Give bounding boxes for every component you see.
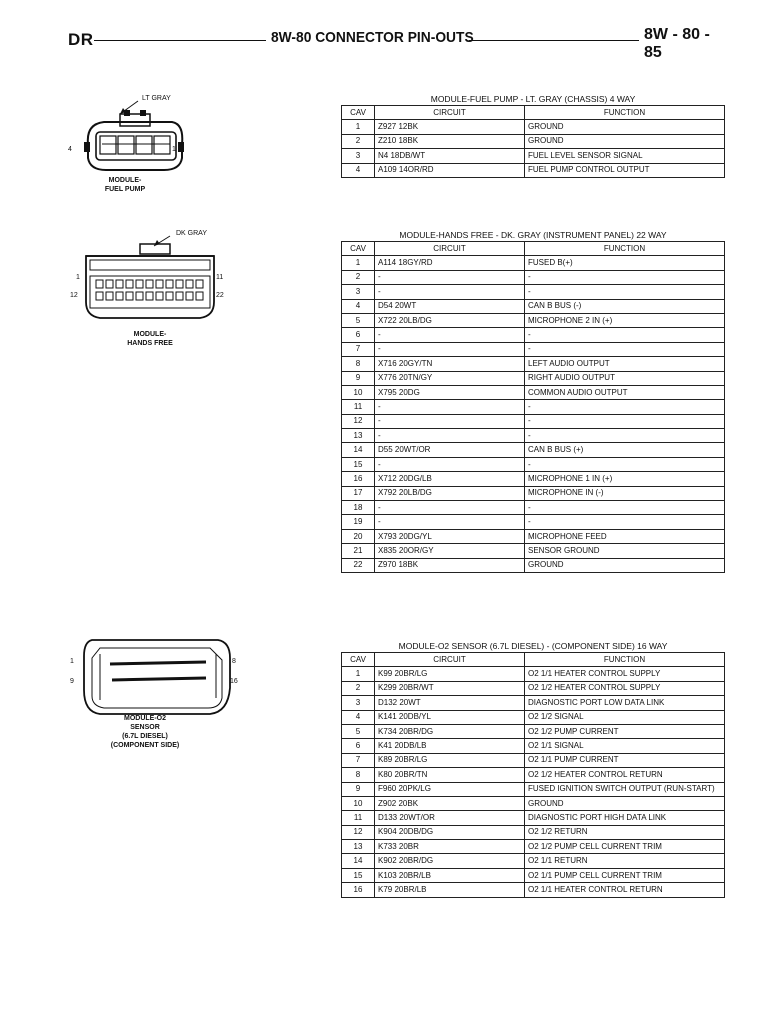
table-title: MODULE-FUEL PUMP - LT. GRAY (CHASSIS) 4 WAY — [430, 94, 636, 104]
fuel-pump-color-label: LT GRAY — [142, 95, 171, 102]
table-row — [342, 868, 725, 882]
cell-cav: 9 — [342, 782, 375, 796]
cell-circuit: - — [375, 429, 525, 443]
cell-cav: 8 — [342, 357, 375, 371]
cell-cav: 15 — [342, 868, 375, 882]
cell-cav: 17 — [342, 486, 375, 500]
table-row — [342, 558, 725, 572]
hands-free-pin-12-label: 12 — [70, 292, 78, 299]
pin-cavity — [186, 292, 193, 300]
pin-cavity — [126, 292, 133, 300]
pin-cavity — [176, 280, 183, 288]
cell-function: GROUND — [525, 134, 725, 148]
o2-pin-1-label: 1 — [70, 658, 74, 665]
table-row — [342, 840, 725, 854]
col-header-circuit: CIRCUIT — [375, 106, 525, 120]
cell-cav: 7 — [342, 342, 375, 356]
cell-function: O2 1/2 PUMP CELL CURRENT TRIM — [525, 840, 725, 854]
cell-cav: 5 — [342, 313, 375, 327]
cell-circuit: Z902 20BK — [375, 796, 525, 810]
cell-function: MICROPHONE FEED — [525, 529, 725, 543]
cell-function: FUSED B(+) — [525, 256, 725, 270]
pin-cavity — [166, 280, 173, 288]
table-row — [342, 429, 725, 443]
cell-function: DIAGNOSTIC PORT HIGH DATA LINK — [525, 811, 725, 825]
cell-cav: 14 — [342, 854, 375, 868]
table-row — [342, 400, 725, 414]
cell-function: O2 1/2 HEATER CONTROL SUPPLY — [525, 681, 725, 695]
cell-circuit: - — [375, 501, 525, 515]
table-row — [342, 342, 725, 356]
page-number: 8W - 80 - 85 — [644, 26, 710, 61]
cell-function: O2 1/2 HEATER CONTROL RETURN — [525, 768, 725, 782]
caption-line: SENSOR — [130, 724, 160, 731]
pin-cavity — [96, 280, 103, 288]
cell-function: MICROPHONE 2 IN (+) — [525, 313, 725, 327]
cell-function: MICROPHONE IN (-) — [525, 486, 725, 500]
table-row — [342, 501, 725, 515]
cell-cav: 16 — [342, 472, 375, 486]
header-rule-left — [94, 40, 266, 41]
cell-cav: 16 — [342, 883, 375, 897]
cell-function: O2 1/1 PUMP CELL CURRENT TRIM — [525, 868, 725, 882]
table-row — [342, 256, 725, 270]
cell-cav: 4 — [342, 299, 375, 313]
table-row — [342, 163, 725, 177]
hands-free-pin-22-label: 22 — [216, 292, 224, 299]
header-rule-right — [469, 40, 639, 41]
cell-cav: 10 — [342, 796, 375, 810]
table-header-row — [342, 242, 725, 256]
cell-circuit: Z970 18BK — [375, 558, 525, 572]
cell-cav: 3 — [342, 696, 375, 710]
o2-pin-9-label: 9 — [70, 678, 74, 685]
pin-cavity — [106, 280, 113, 288]
cell-function: GROUND — [525, 558, 725, 572]
fuel-pump-connector-diagram — [60, 92, 210, 202]
cell-circuit: K99 20BR/LG — [375, 667, 525, 681]
cell-function: - — [525, 328, 725, 342]
cell-circuit: A114 18GY/RD — [375, 256, 525, 270]
cell-cav: 19 — [342, 515, 375, 529]
cell-circuit: K103 20BR/LB — [375, 868, 525, 882]
table-row — [342, 544, 725, 558]
cell-circuit: - — [375, 342, 525, 356]
cell-function: - — [525, 400, 725, 414]
cell-cav: 11 — [342, 400, 375, 414]
cell-circuit: X835 20OR/GY — [375, 544, 525, 558]
cell-function: - — [525, 285, 725, 299]
cell-function: RIGHT AUDIO OUTPUT — [525, 371, 725, 385]
table-row — [342, 515, 725, 529]
cell-cav: 15 — [342, 457, 375, 471]
fuel-pump-pin-right-label: 1 — [172, 146, 176, 153]
pin-cavity — [96, 292, 103, 300]
pin-cavity — [196, 280, 203, 288]
cell-function: FUEL LEVEL SENSOR SIGNAL — [525, 149, 725, 163]
table-row — [342, 134, 725, 148]
cell-function: O2 1/2 PUMP CURRENT — [525, 724, 725, 738]
cell-function: DIAGNOSTIC PORT LOW DATA LINK — [525, 696, 725, 710]
pinout-table — [341, 652, 725, 898]
col-header-function: FUNCTION — [525, 653, 725, 667]
cell-cav: 13 — [342, 429, 375, 443]
table-row — [342, 529, 725, 543]
cell-cav: 20 — [342, 529, 375, 543]
cell-function: COMMON AUDIO OUTPUT — [525, 385, 725, 399]
cell-cav: 4 — [342, 710, 375, 724]
table-row — [342, 739, 725, 753]
pin-cavity — [176, 292, 183, 300]
table-row — [342, 696, 725, 710]
o2-sensor-caption — [100, 714, 190, 750]
cell-cav: 10 — [342, 385, 375, 399]
o2-pin-16-label: 16 — [230, 678, 238, 685]
cell-function: O2 1/1 RETURN — [525, 854, 725, 868]
table-title: MODULE-HANDS FREE - DK. GRAY (INSTRUMENT PANEL) 22 WAY — [399, 230, 667, 240]
o2-pin-8-label: 8 — [232, 658, 236, 665]
cell-circuit: D54 20WT — [375, 299, 525, 313]
cell-cav: 6 — [342, 328, 375, 342]
cell-function: GROUND — [525, 120, 725, 134]
table-row — [342, 825, 725, 839]
cell-cav: 3 — [342, 149, 375, 163]
cell-cav: 1 — [342, 120, 375, 134]
cell-function: - — [525, 342, 725, 356]
col-header-function: FUNCTION — [525, 242, 725, 256]
col-header-cav: CAV — [342, 653, 375, 667]
table-row — [342, 811, 725, 825]
pin-cavity — [136, 292, 143, 300]
table-row — [342, 270, 725, 284]
pinout-table — [341, 105, 725, 178]
cell-circuit: K299 20BR/WT — [375, 681, 525, 695]
cell-circuit: K902 20BR/DG — [375, 854, 525, 868]
cell-function: - — [525, 414, 725, 428]
table-row — [342, 472, 725, 486]
page-title: 8W-80 CONNECTOR PIN-OUTS — [271, 29, 474, 46]
cell-circuit: K734 20BR/DG — [375, 724, 525, 738]
cell-circuit: K80 20BR/TN — [375, 768, 525, 782]
cell-cav: 4 — [342, 163, 375, 177]
pin-cavity — [106, 292, 113, 300]
cell-cav: 9 — [342, 371, 375, 385]
caption-line: FUEL PUMP — [104, 186, 146, 193]
table-row — [342, 313, 725, 327]
o2-sensor-table — [341, 640, 725, 898]
table-row — [342, 457, 725, 471]
cell-function: O2 1/1 HEATER CONTROL SUPPLY — [525, 667, 725, 681]
table-row — [342, 328, 725, 342]
table-row — [342, 753, 725, 767]
caption-line: HANDS FREE — [127, 340, 173, 347]
cell-function: - — [525, 515, 725, 529]
pin-cavity — [186, 280, 193, 288]
hands-free-caption — [115, 330, 185, 348]
hands-free-color-label: DK GRAY — [176, 230, 207, 237]
table-row — [342, 883, 725, 897]
cell-function: GROUND — [525, 796, 725, 810]
table-row — [342, 782, 725, 796]
cell-circuit: X712 20DG/LB — [375, 472, 525, 486]
cell-function: - — [525, 429, 725, 443]
col-header-circuit: CIRCUIT — [375, 242, 525, 256]
cell-cav: 5 — [342, 724, 375, 738]
cell-circuit: D55 20WT/OR — [375, 443, 525, 457]
cell-circuit: N4 18DB/WT — [375, 149, 525, 163]
table-row — [342, 854, 725, 868]
cell-function: - — [525, 270, 725, 284]
fuel-pump-table — [341, 93, 725, 178]
table-row — [342, 371, 725, 385]
pin-cavity — [196, 292, 203, 300]
caption-line: MODULE- — [108, 177, 142, 184]
hands-free-bottom-pins — [96, 292, 203, 300]
pin-cavity — [146, 292, 153, 300]
cell-cav: 1 — [342, 256, 375, 270]
cell-circuit: K733 20BR — [375, 840, 525, 854]
col-header-circuit: CIRCUIT — [375, 653, 525, 667]
table-row — [342, 149, 725, 163]
cell-cav: 1 — [342, 667, 375, 681]
cell-cav: 7 — [342, 753, 375, 767]
cell-cav: 2 — [342, 134, 375, 148]
cell-circuit: F960 20PK/LG — [375, 782, 525, 796]
table-row — [342, 724, 725, 738]
pin-cavity — [166, 292, 173, 300]
cell-function: - — [525, 457, 725, 471]
pin-cavity — [156, 292, 163, 300]
table-row — [342, 357, 725, 371]
hands-free-connector-diagram — [60, 226, 240, 358]
table-header-row — [342, 106, 725, 120]
cell-cav: 12 — [342, 414, 375, 428]
cell-circuit: A109 14OR/RD — [375, 163, 525, 177]
cell-cav: 3 — [342, 285, 375, 299]
table-row — [342, 299, 725, 313]
hands-free-top-pins — [96, 280, 203, 288]
hands-free-table — [341, 229, 725, 573]
cell-cav: 21 — [342, 544, 375, 558]
cell-function: LEFT AUDIO OUTPUT — [525, 357, 725, 371]
caption-line: (COMPONENT SIDE) — [110, 742, 180, 749]
cell-cav: 22 — [342, 558, 375, 572]
table-row — [342, 285, 725, 299]
caption-line: MODULE- — [133, 331, 167, 338]
pin-cavity — [116, 280, 123, 288]
cell-circuit: - — [375, 285, 525, 299]
cell-cav: 12 — [342, 825, 375, 839]
fuel-pump-pin-left-label: 4 — [68, 146, 72, 153]
table-row — [342, 443, 725, 457]
cell-circuit: X776 20TN/GY — [375, 371, 525, 385]
table-title: MODULE-O2 SENSOR (6.7L DIESEL) - (COMPONENT SIDE) 16 WAY — [398, 641, 668, 651]
col-header-cav: CAV — [342, 242, 375, 256]
table-row — [342, 486, 725, 500]
cell-circuit: Z927 12BK — [375, 120, 525, 134]
table-header-row — [342, 653, 725, 667]
cell-circuit: - — [375, 414, 525, 428]
cell-circuit: X792 20LB/DG — [375, 486, 525, 500]
cell-circuit: X795 20DG — [375, 385, 525, 399]
table-row — [342, 681, 725, 695]
cell-circuit: K89 20BR/LG — [375, 753, 525, 767]
pinout-table — [341, 241, 725, 573]
table-row — [342, 667, 725, 681]
cell-function: - — [525, 501, 725, 515]
cell-cav: 6 — [342, 739, 375, 753]
pin-cavity — [126, 280, 133, 288]
table-row — [342, 120, 725, 134]
cell-circuit: K141 20DB/YL — [375, 710, 525, 724]
table-row — [342, 414, 725, 428]
table-row — [342, 710, 725, 724]
cell-circuit: D132 20WT — [375, 696, 525, 710]
cell-circuit: X722 20LB/DG — [375, 313, 525, 327]
cell-cav: 18 — [342, 501, 375, 515]
pin-cavity — [156, 280, 163, 288]
table-row — [342, 796, 725, 810]
cell-circuit: - — [375, 400, 525, 414]
cell-function: SENSOR GROUND — [525, 544, 725, 558]
cell-function: O2 1/1 SIGNAL — [525, 739, 725, 753]
hands-free-pin-11-label: 11 — [216, 274, 224, 281]
cell-cav: 13 — [342, 840, 375, 854]
cell-function: O2 1/2 RETURN — [525, 825, 725, 839]
col-header-cav: CAV — [342, 106, 375, 120]
cell-circuit: - — [375, 515, 525, 529]
cell-function: O2 1/2 SIGNAL — [525, 710, 725, 724]
cell-circuit: X716 20GY/TN — [375, 357, 525, 371]
cell-cav: 14 — [342, 443, 375, 457]
cell-function: O2 1/1 HEATER CONTROL RETURN — [525, 883, 725, 897]
cell-circuit: K79 20BR/LB — [375, 883, 525, 897]
cell-function: MICROPHONE 1 IN (+) — [525, 472, 725, 486]
page-header — [64, 26, 732, 61]
cell-cav: 2 — [342, 270, 375, 284]
pin-cavity — [146, 280, 153, 288]
cell-function: O2 1/1 PUMP CURRENT — [525, 753, 725, 767]
cell-circuit: - — [375, 457, 525, 471]
cell-cav: 2 — [342, 681, 375, 695]
cell-circuit: K904 20DB/DG — [375, 825, 525, 839]
cell-circuit: - — [375, 270, 525, 284]
caption-line: MODULE-O2 — [124, 715, 166, 722]
col-header-function: FUNCTION — [525, 106, 725, 120]
section-code: DR — [68, 30, 94, 49]
table-row — [342, 385, 725, 399]
cell-function: FUSED IGNITION SWITCH OUTPUT (RUN-START) — [525, 782, 725, 796]
cell-cav: 8 — [342, 768, 375, 782]
cell-function: CAN B BUS (-) — [525, 299, 725, 313]
cell-cav: 11 — [342, 811, 375, 825]
cell-circuit: X793 20DG/YL — [375, 529, 525, 543]
hands-free-pin-1-label: 1 — [76, 274, 80, 281]
o2-sensor-connector-diagram — [60, 628, 250, 764]
cell-function: FUEL PUMP CONTROL OUTPUT — [525, 163, 725, 177]
table-row — [342, 768, 725, 782]
cell-circuit: D133 20WT/OR — [375, 811, 525, 825]
cell-circuit: Z210 18BK — [375, 134, 525, 148]
cell-circuit: K41 20DB/LB — [375, 739, 525, 753]
cell-function: CAN B BUS (+) — [525, 443, 725, 457]
caption-line: (6.7L DIESEL) — [122, 733, 168, 740]
pin-cavity — [116, 292, 123, 300]
cell-circuit: - — [375, 328, 525, 342]
pin-cavity — [136, 280, 143, 288]
fuel-pump-caption — [90, 176, 160, 194]
